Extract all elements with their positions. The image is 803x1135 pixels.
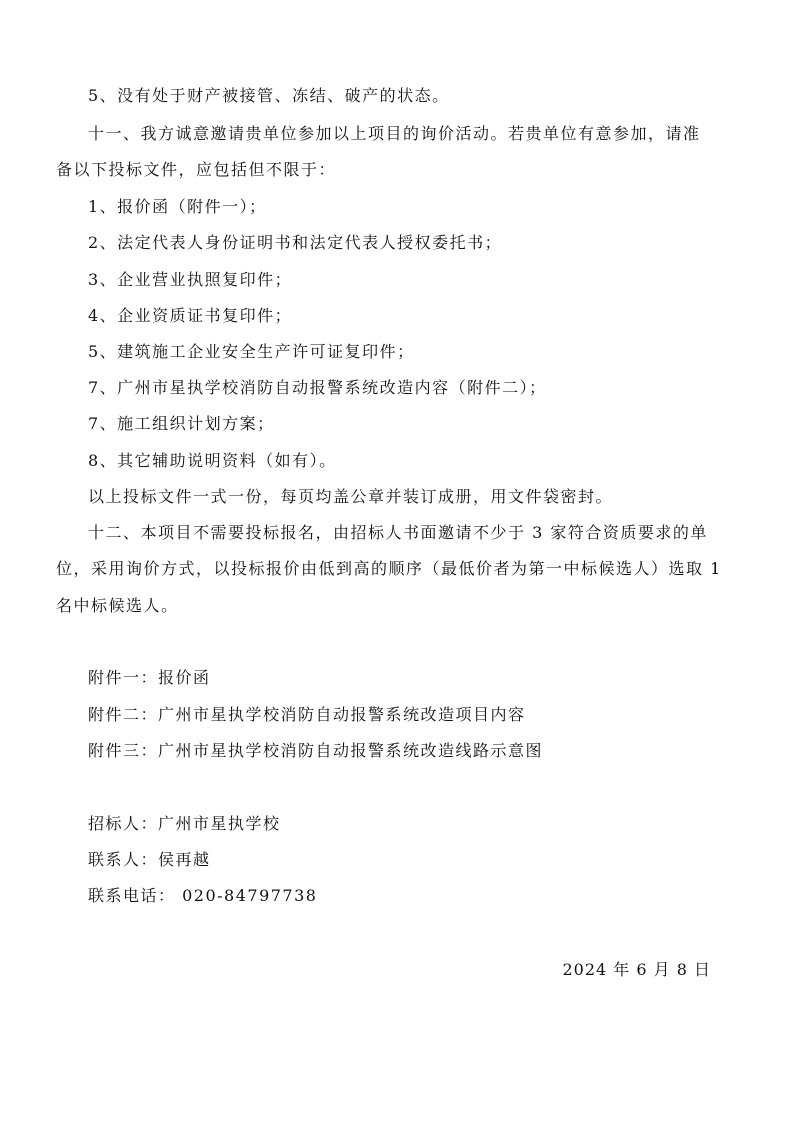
- document-date: 2024 年 6 月 8 日: [562, 960, 711, 979]
- contact-person: 联系人：侯再越: [88, 850, 211, 869]
- list-item: 1、报价函（附件一）；: [88, 197, 267, 216]
- section-12-line-2: 位，采用询价方式，以投标报价由低到高的顺序（最低价者为第一中标候选人）选取 1: [56, 559, 722, 578]
- section-11-line-1: 十一、我方诚意邀请贵单位参加以上项目的询价活动。若贵单位有意参加，请准: [88, 124, 701, 143]
- list-item: 7、广州市星执学校消防自动报警系统改造内容（附件二）；: [88, 378, 547, 397]
- binding-note: 以上投标文件一式一份，每页均盖公章并装订成册，用文件袋密封。: [88, 487, 614, 506]
- list-item: 2、法定代表人身份证明书和法定代表人授权委托书；: [88, 233, 503, 252]
- requirement-5: 5、没有处于财产被接管、冻结、破产的状态。: [88, 86, 450, 105]
- list-item: 8、其它辅助说明资料（如有）。: [88, 451, 337, 470]
- attachment-item: 附件一：报价函: [88, 668, 211, 687]
- list-item: 3、企业营业执照复印件；: [88, 270, 293, 289]
- tenderer: 招标人：广州市星执学校: [88, 814, 281, 833]
- section-12-line-1: 十二、本项目不需要投标报名，由招标人书面邀请不少于 3 家符合资质要求的单: [88, 523, 708, 542]
- attachment-item: 附件三：广州市星执学校消防自动报警系统改造线路示意图: [88, 741, 544, 760]
- list-item: 4、企业资质证书复印件；: [88, 306, 293, 325]
- list-item: 5、建筑施工企业安全生产许可证复印件；: [88, 342, 415, 361]
- section-12-line-3: 名中标候选人。: [56, 596, 179, 615]
- list-item: 7、施工组织计划方案；: [88, 414, 275, 433]
- contact-phone: 联系电话： 020-84797738: [88, 886, 318, 905]
- section-11-line-2: 备以下投标文件，应包括但不限于：: [56, 160, 337, 179]
- attachment-item: 附件二：广州市星执学校消防自动报警系统改造项目内容: [88, 705, 526, 724]
